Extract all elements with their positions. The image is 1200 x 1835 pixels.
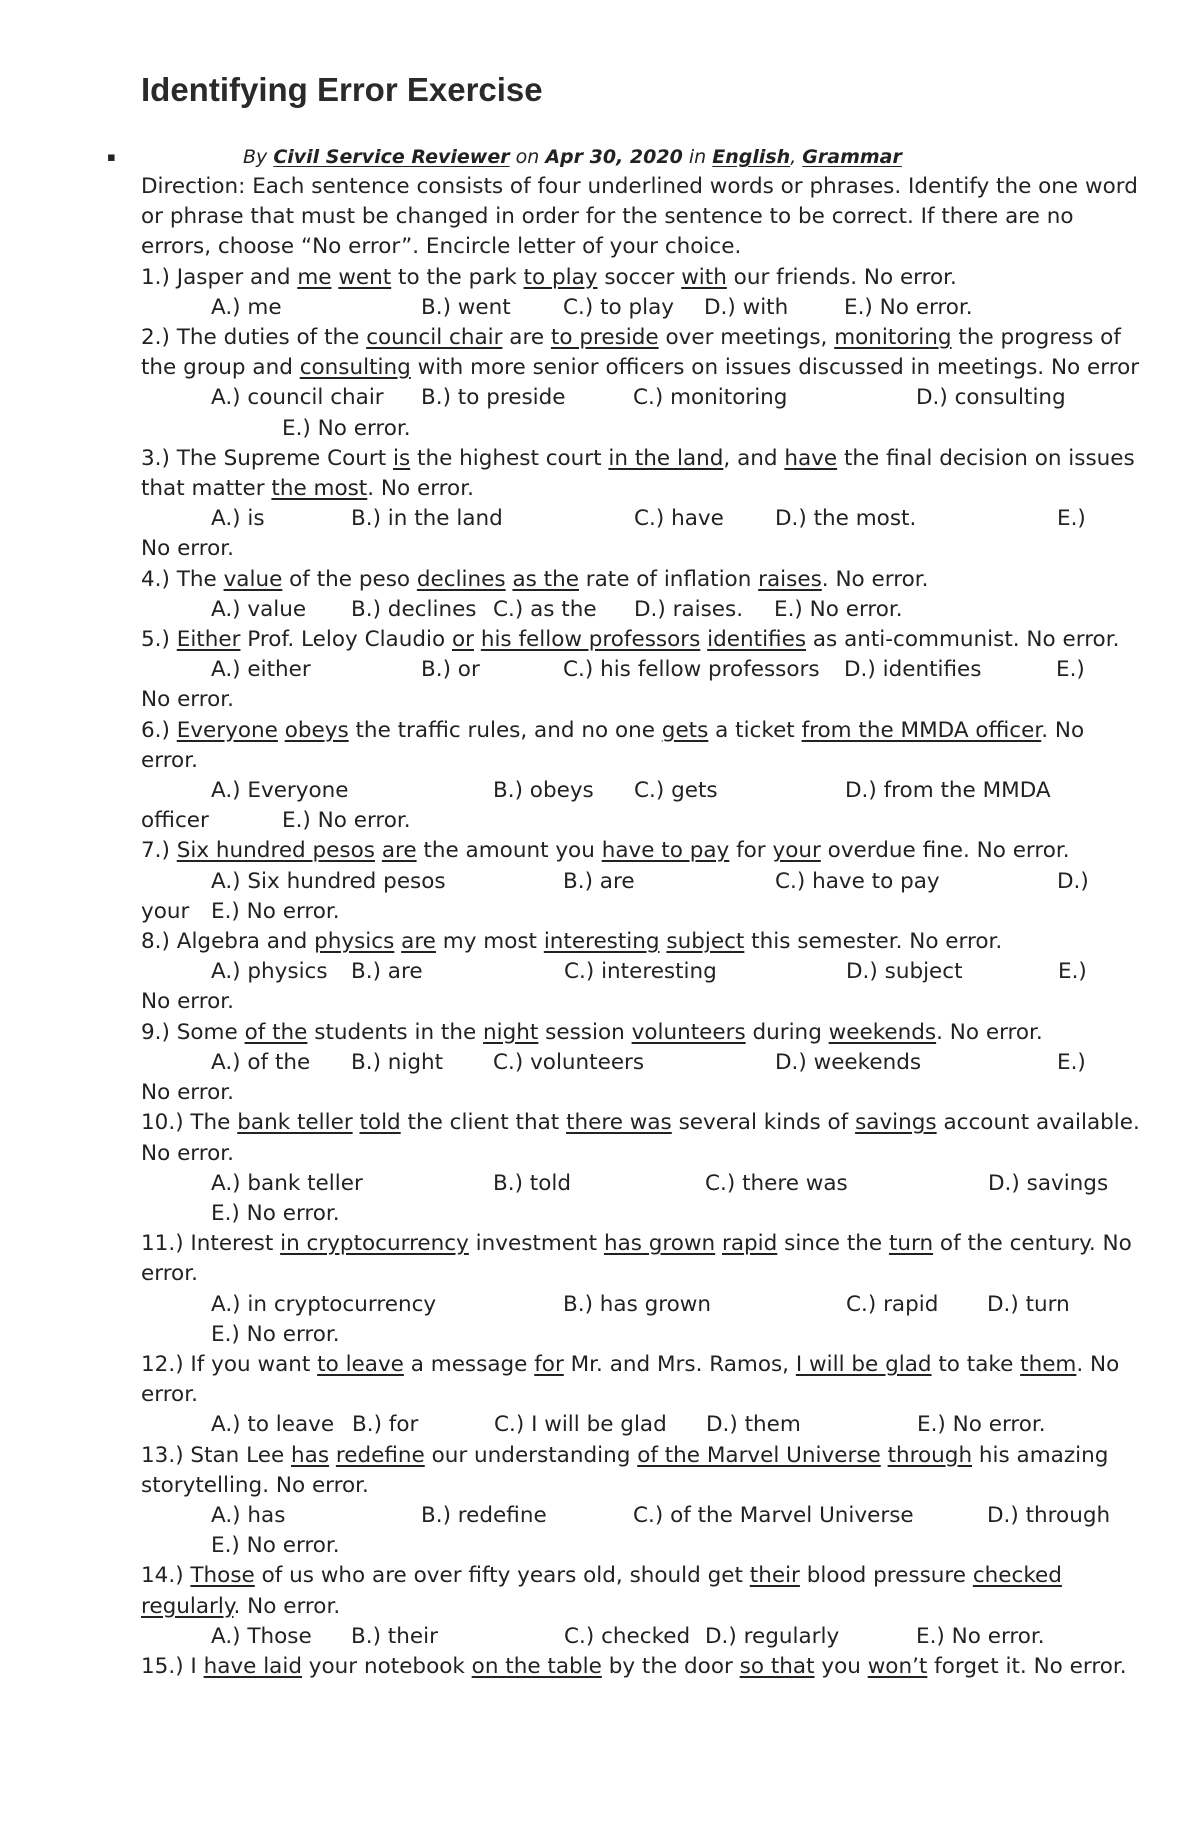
question-4: 4.) The value of the peso declines as the rate of inflation raises. No error. — [141, 566, 929, 592]
option-a[interactable]: A.) either — [211, 657, 311, 683]
option-e[interactable]: E.) No error. — [211, 1200, 340, 1226]
options-8 — [141, 957, 1141, 987]
option-d[interactable]: D.) consulting — [916, 385, 1066, 411]
question-13: 13.) Stan Lee has redefine our understanding of the Marvel Universe through his amazing storytelling. No error. — [141, 1442, 1109, 1498]
option-b[interactable]: B.) to preside — [421, 385, 566, 411]
option-e[interactable]: E.) No error. — [211, 1533, 340, 1559]
question-15: 15.) I have laid your notebook on the table by the door so that you won’t forget it. No error. — [141, 1653, 1127, 1679]
option-a[interactable]: A.) value — [211, 596, 307, 622]
option-c[interactable]: C.) his fellow professors — [563, 657, 820, 683]
option-b[interactable]: B.) night — [351, 1049, 444, 1075]
question-12: 12.) If you want to leave a message for Mr. and Mrs. Ramos, I will be glad to take them. No error. — [141, 1351, 1120, 1408]
post-meta: ▪ By Civil Service Reviewer on Apr 30, 2020 in English, Grammar — [141, 142, 1141, 172]
question-9: 9.) Some of the students in the night session volunteers during weekends. No error. — [141, 1019, 1043, 1045]
options-3 — [141, 504, 1141, 534]
post-date: Apr 30, 2020 — [545, 146, 683, 168]
option-a[interactable]: A.) is — [211, 506, 265, 532]
option-d[interactable]: D.) savings — [988, 1170, 1109, 1196]
bullet-icon: ▪ — [107, 150, 116, 165]
options-12 — [141, 1410, 1141, 1440]
options-11 — [141, 1290, 1141, 1320]
option-d[interactable]: D.) subject — [846, 959, 963, 985]
option-b[interactable]: B.) obeys — [493, 778, 594, 804]
option-c[interactable]: C.) as the — [493, 596, 597, 622]
option-e[interactable]: E.) No error. — [844, 294, 973, 320]
option-c[interactable]: C.) of the Marvel Universe — [633, 1502, 914, 1528]
option-c[interactable]: C.) there was — [705, 1170, 848, 1196]
option-a[interactable]: A.) physics — [211, 959, 328, 985]
option-c[interactable]: C.) monitoring — [633, 385, 788, 411]
option-d[interactable]: D.) raises. — [634, 596, 744, 622]
option-e[interactable]: E.) No error. — [211, 1321, 340, 1347]
question-5: 5.) Either Prof. Leloy Claudio or his fellow professors identifies as anti-communist. No error. — [141, 627, 1120, 653]
options-14 — [141, 1622, 1141, 1652]
option-c[interactable]: C.) gets — [634, 778, 718, 804]
options-7 — [141, 867, 1141, 897]
question-8: 8.) Algebra and physics are my most interesting subject this semester. No error. — [141, 929, 1003, 955]
question-6: 6.) Everyone obeys the traffic rules, and no one gets a ticket from the MMDA officer. No error. — [141, 717, 1085, 773]
option-a[interactable]: A.) of the — [211, 1049, 311, 1075]
option-a[interactable]: A.) Everyone — [211, 778, 349, 804]
option-e[interactable]: E.) No error. — [774, 596, 903, 622]
option-b[interactable]: B.) declines — [351, 596, 477, 622]
option-b[interactable]: B.) are — [351, 959, 423, 985]
option-a[interactable]: A.) Those — [211, 1623, 312, 1649]
option-c[interactable]: C.) checked — [564, 1623, 691, 1649]
option-b[interactable]: B.) in the land — [351, 506, 503, 532]
option-c[interactable]: C.) I will be glad — [494, 1412, 667, 1438]
option-a[interactable]: A.) Six hundred pesos — [211, 868, 446, 894]
options-13 — [141, 1501, 1141, 1531]
option-e[interactable]: E.) No error. — [916, 1623, 1045, 1649]
question-2: 2.) The duties of the council chair are to preside over meetings, monitoring the progress of the group and consulting with more senior officers on issues discussed in meetings. No error — [141, 325, 1140, 381]
option-e[interactable]: E.) No error. — [282, 808, 411, 834]
option-e[interactable]: E.) — [1056, 657, 1085, 683]
options-10 — [141, 1169, 1141, 1199]
option-a[interactable]: A.) me — [211, 294, 282, 320]
option-a[interactable]: A.) in cryptocurrency — [211, 1291, 437, 1317]
option-c[interactable]: C.) have — [634, 506, 724, 532]
option-c[interactable]: C.) rapid — [846, 1291, 939, 1317]
option-a[interactable]: A.) to leave — [211, 1412, 335, 1438]
options-1 — [141, 293, 1141, 323]
question-11: 11.) Interest in cryptocurrency investment has grown rapid since the turn of the century. No error. — [141, 1231, 1132, 1287]
option-d[interactable]: D.) weekends — [775, 1049, 922, 1075]
option-b[interactable]: B.) redefine — [421, 1502, 547, 1528]
option-e[interactable]: E.) No error. — [917, 1412, 1046, 1438]
option-b[interactable]: B.) their — [351, 1623, 438, 1649]
option-c[interactable]: C.) volunteers — [493, 1049, 645, 1075]
option-e[interactable]: E.) — [1057, 1049, 1086, 1075]
question-10: 10.) The bank teller told the client that there was several kinds of savings account available. No error. — [141, 1110, 1140, 1166]
question-3: 3.) The Supreme Court is the highest court in the land, and have the final decision on issues that matter the most. No error. — [141, 445, 1135, 502]
options-6 — [141, 776, 1141, 806]
option-d[interactable]: D.) regularly — [705, 1623, 840, 1649]
option-b[interactable]: B.) or — [421, 657, 480, 683]
option-a[interactable]: A.) has — [211, 1502, 286, 1528]
option-d[interactable]: D.) with — [704, 294, 789, 320]
option-d[interactable]: D.) — [1057, 868, 1089, 894]
author-link[interactable]: Civil Service Reviewer — [273, 146, 510, 168]
option-d[interactable]: D.) turn — [987, 1291, 1070, 1317]
document-page: Identifying Error Exercise ▪ By Civil Service Reviewer on Apr 30, 2020 in English, Grammar Direction: Each sentence consists of four underlined words or phrases. Identify the one word or phrase that must be changed in order for the sentence to be correct. If there are no errors, choose “No error”. Encircle letter of your choice. 1.) Jasper and me went to the park to play soccer with our friends. No error. A.) me B.) went C.) to play D.) with E.) No error. 2.) The duties of the council chair are to preside over meetings, monitoring the progress of the group and consulting with more senior officers on issues discussed in meetings. No error A.) council chair B.) to preside C.) monitoring D.) consulting E.) No error. 3.) The Supreme Court is the highest court in the land, and have the final decision on issues that matter the most. No error. A.) is B.) in the land C.) have D.) the most. E.) No error. 4.) The value of the peso declines as the rate of inflation raises. No error. A.) value B.) declines C.) as the D.) raises. E.) No error. 5.) Either Prof. Leloy Claudio or his fellow professors identifies as anti-communist. No error. A.) either B.) or C.) his fellow professors D.) identifies E.) No error. 6.) Everyone obeys the traffic rules, and no one gets a ticket from the MMDA officer. No error. A.) Everyone B.) obeys C.) gets D.) from the MMDA officer E.) No error. 7.) Six hundred pesos are the amount you have to pay for your overdue fine. No error. A.) Six hundred pesos B.) are C.) have to pay D.) your E.) No error. 8.) Algebra and physics are my most interesting subject this semester. No error. A.) physics B.) are C.) interesting D.) subject E.) No error. 9.) Some of the students in the night session volunteers during weekends. No error. A.) of the B.) night C.) volunteers D.) weekends E.) No error. 10.) The bank teller told the client that there was several kinds of savings account available. No error. A.) bank teller B.) told C.) there was D.) savings E.) No error. 11.) Interest in cryptocurrency investment has grown rapid since the turn of the century. No error. A.) in cryptocurrency B.) has grown C.) rapid D.) turn E.) No error. 12.) If you want to leave a message for Mr. and Mrs. Ramos, I will be glad to take them. No error. A.) to leave B.) for C.) I will be glad D.) them E.) No error. 13.) Stan Lee has redefine our understanding of the Marvel Universe through his amazing storytelling. No error. A.) has B.) redefine C.) of the Marvel Universe D.) through E.) No error. 14.) Those of us who are over fifty years old, should get their blood pressure checked regularly. No error. A.) Those B.) their C.) checked D.) regularly E.) No error. 15.) I have laid your notebook on the table by the door so that you won’t forget it. No error. — [141, 68, 1141, 1682]
option-b[interactable]: B.) are — [563, 868, 635, 894]
page-title: Identifying Error Exercise — [141, 71, 543, 108]
option-e[interactable]: E.) No error. — [282, 415, 411, 441]
option-d[interactable]: D.) from the MMDA — [845, 778, 1051, 804]
option-b[interactable]: B.) has grown — [563, 1291, 712, 1317]
option-a[interactable]: A.) council chair — [211, 385, 384, 411]
option-b[interactable]: B.) for — [352, 1412, 419, 1438]
option-a[interactable]: A.) bank teller — [211, 1170, 363, 1196]
option-d[interactable]: D.) them — [706, 1412, 801, 1438]
option-e[interactable]: E.) No error. — [211, 898, 340, 924]
question-14: 14.) Those of us who are over fifty years old, should get their blood pressure checked regularly. No error. — [141, 1563, 1062, 1619]
options-5 — [141, 655, 1141, 685]
options-4 — [141, 595, 1141, 625]
option-d[interactable]: D.) the most. — [775, 506, 917, 532]
category-link-english[interactable]: English — [712, 146, 791, 168]
option-c[interactable]: C.) interesting — [564, 959, 717, 985]
option-d[interactable]: D.) identifies — [844, 657, 982, 683]
question-7: 7.) Six hundred pesos are the amount you have to pay for your overdue fine. No error. — [141, 838, 1070, 864]
options-2 — [141, 383, 1141, 413]
option-e[interactable]: E.) — [1058, 959, 1087, 985]
category-link-grammar[interactable]: Grammar — [802, 146, 902, 168]
options-9 — [141, 1048, 1141, 1078]
option-c[interactable]: C.) to play — [563, 294, 675, 320]
option-e[interactable]: E.) — [1057, 506, 1086, 532]
option-b[interactable]: B.) went — [421, 294, 511, 320]
direction-text: Direction: Each sentence consists of four underlined words or phrases. Identify the one word or phrase that must be changed in order for the sentence to be correct. If there are no errors, choose “No error”. Encircle letter of your choice. — [141, 174, 1138, 260]
option-d[interactable]: D.) through — [987, 1502, 1111, 1528]
question-1: 1.) Jasper and me went to the park to play soccer with our friends. No error. — [141, 264, 957, 290]
option-b[interactable]: B.) told — [493, 1170, 572, 1196]
option-c[interactable]: C.) have to pay — [775, 868, 940, 894]
